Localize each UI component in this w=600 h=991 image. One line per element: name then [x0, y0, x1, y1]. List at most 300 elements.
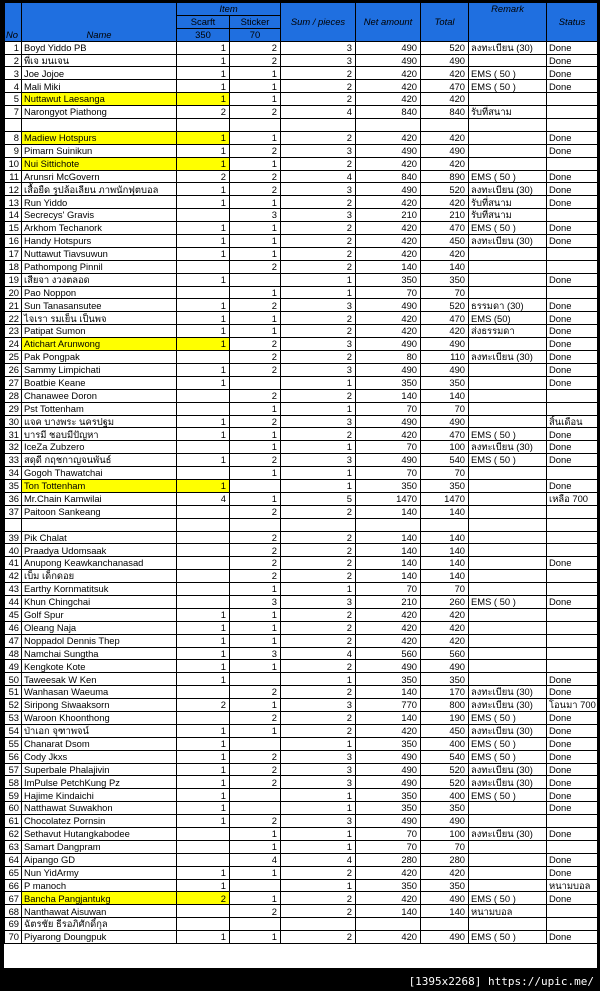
net-amount: 70	[356, 441, 421, 454]
status	[547, 621, 597, 634]
total-amount: 140	[421, 905, 469, 918]
row-number: 65	[5, 866, 22, 879]
scarft-qty: 1	[177, 131, 230, 144]
sum-pieces: 4	[281, 170, 356, 183]
table-row	[5, 157, 598, 170]
row-number: 13	[5, 196, 22, 209]
table-row	[5, 183, 598, 196]
sum-pieces: 3	[281, 144, 356, 157]
scarft-qty: 2	[177, 170, 230, 183]
sticker-qty: 1	[230, 931, 281, 944]
sum-pieces: 2	[281, 235, 356, 248]
net-amount: 420	[356, 235, 421, 248]
table-row	[5, 80, 598, 93]
scarft-qty: 1	[177, 621, 230, 634]
net-amount: 350	[356, 479, 421, 492]
scarft-qty	[177, 402, 230, 415]
customer-name: Khun Chingchai	[22, 595, 177, 608]
status: Done	[547, 144, 597, 157]
scarft-qty	[177, 260, 230, 273]
remark	[469, 840, 547, 853]
status: Done	[547, 80, 597, 93]
customer-name: ไจเรา รมเย็น เป็นพจ	[22, 312, 177, 325]
customer-name: Sammy Limpichati	[22, 363, 177, 376]
table-body	[5, 41, 598, 943]
table-row	[5, 544, 598, 557]
total-amount: 420	[421, 196, 469, 209]
sticker-qty	[230, 737, 281, 750]
row-number	[5, 119, 22, 132]
table-row	[5, 338, 598, 351]
sticker-qty: 1	[230, 866, 281, 879]
row-number: 39	[5, 531, 22, 544]
table-row	[5, 815, 598, 828]
table-row	[5, 454, 598, 467]
remark: EMS ( 50 )	[469, 428, 547, 441]
customer-name: Joe Jojoe	[22, 67, 177, 80]
scarft-qty: 1	[177, 247, 230, 260]
status	[547, 119, 597, 132]
total-amount: 350	[421, 376, 469, 389]
sticker-qty: 2	[230, 686, 281, 699]
scarft-qty	[177, 853, 230, 866]
row-number: 49	[5, 660, 22, 673]
scarft-qty	[177, 595, 230, 608]
total-amount: 470	[421, 312, 469, 325]
status: Done	[547, 183, 597, 196]
customer-name: Madiew Hotspurs	[22, 131, 177, 144]
sum-pieces: 1	[281, 467, 356, 480]
net-amount: 420	[356, 608, 421, 621]
total-amount: 350	[421, 273, 469, 286]
sum-pieces: 2	[281, 131, 356, 144]
total-amount: 140	[421, 389, 469, 402]
sticker-qty: 2	[230, 144, 281, 157]
table-row	[5, 286, 598, 299]
net-amount: 420	[356, 724, 421, 737]
scarft-qty: 1	[177, 634, 230, 647]
net-amount	[356, 518, 421, 531]
net-amount: 420	[356, 866, 421, 879]
sum-pieces: 3	[281, 699, 356, 712]
sticker-qty: 2	[230, 750, 281, 763]
table-row	[5, 67, 598, 80]
table-row	[5, 351, 598, 364]
scarft-qty	[177, 441, 230, 454]
status: Done	[547, 802, 597, 815]
sticker-qty: 1	[230, 621, 281, 634]
col-net-header: Net amount	[356, 3, 421, 42]
scarft-qty: 1	[177, 608, 230, 621]
table-row	[5, 583, 598, 596]
customer-name: P manoch	[22, 879, 177, 892]
customer-name: Nanthawat Aisuwan	[22, 905, 177, 918]
sticker-qty: 2	[230, 415, 281, 428]
remark	[469, 544, 547, 557]
table-row	[5, 660, 598, 673]
sum-pieces: 2	[281, 905, 356, 918]
sticker-qty: 2	[230, 170, 281, 183]
table-row	[5, 41, 598, 54]
total-amount: 140	[421, 557, 469, 570]
total-amount: 190	[421, 711, 469, 724]
table-row	[5, 247, 598, 260]
sticker-qty	[230, 802, 281, 815]
scarft-qty: 1	[177, 815, 230, 828]
sticker-qty: 1	[230, 247, 281, 260]
total-amount: 110	[421, 351, 469, 364]
total-amount: 420	[421, 157, 469, 170]
status: Done	[547, 595, 597, 608]
sticker-qty: 2	[230, 299, 281, 312]
scarft-qty: 1	[177, 338, 230, 351]
sum-pieces: 1	[281, 828, 356, 841]
row-number: 24	[5, 338, 22, 351]
total-amount: 350	[421, 879, 469, 892]
net-amount: 420	[356, 247, 421, 260]
total-amount: 490	[421, 338, 469, 351]
sticker-qty: 2	[230, 815, 281, 828]
customer-name: ฉัตรชัย ธีรอภิศักดิ์กุล	[22, 918, 177, 931]
status: Done	[547, 41, 597, 54]
table-row	[5, 299, 598, 312]
row-number: 52	[5, 699, 22, 712]
table-row	[5, 222, 598, 235]
total-amount: 350	[421, 802, 469, 815]
table-row	[5, 557, 598, 570]
sticker-price: 70	[230, 28, 281, 41]
scarft-qty: 1	[177, 235, 230, 248]
status: Done	[547, 776, 597, 789]
net-amount: 140	[356, 389, 421, 402]
table-row	[5, 711, 598, 724]
scarft-qty	[177, 467, 230, 480]
sticker-qty: 1	[230, 80, 281, 93]
sum-pieces: 1	[281, 273, 356, 286]
scarft-qty: 1	[177, 196, 230, 209]
status: Done	[547, 673, 597, 686]
total-amount: 420	[421, 608, 469, 621]
table-row	[5, 170, 598, 183]
customer-name: Pik Chalat	[22, 531, 177, 544]
status	[547, 402, 597, 415]
net-amount: 420	[356, 325, 421, 338]
status: หนามบอล	[547, 879, 597, 892]
customer-name: Gogoh Thawatchai	[22, 467, 177, 480]
sum-pieces: 4	[281, 106, 356, 119]
sticker-qty: 1	[230, 583, 281, 596]
scarft-qty: 1	[177, 41, 230, 54]
scarft-qty	[177, 518, 230, 531]
scarft-qty	[177, 389, 230, 402]
customer-name: Arkhom Techanork	[22, 222, 177, 235]
total-amount: 140	[421, 531, 469, 544]
table-row	[5, 479, 598, 492]
row-number: 62	[5, 828, 22, 841]
sum-pieces	[281, 119, 356, 132]
row-number: 1	[5, 41, 22, 54]
customer-name: สดุดี กฤชกาญจนพันธ์	[22, 454, 177, 467]
remark	[469, 467, 547, 480]
table-row	[5, 235, 598, 248]
total-amount	[421, 918, 469, 931]
status: Done	[547, 789, 597, 802]
customer-name: Boyd Yiddo PB	[22, 41, 177, 54]
total-amount	[421, 518, 469, 531]
net-amount: 280	[356, 853, 421, 866]
sticker-qty: 2	[230, 389, 281, 402]
row-number: 43	[5, 583, 22, 596]
table-row	[5, 608, 598, 621]
row-number: 41	[5, 557, 22, 570]
row-number: 67	[5, 892, 22, 905]
scarft-qty: 1	[177, 157, 230, 170]
sticker-qty: 2	[230, 454, 281, 467]
total-amount: 140	[421, 544, 469, 557]
table-row	[5, 505, 598, 518]
image-host-caption: [1395x2268] https://upic.me/	[408, 975, 594, 988]
sum-pieces: 2	[281, 892, 356, 905]
remark	[469, 866, 547, 879]
remark	[469, 802, 547, 815]
total-amount: 70	[421, 467, 469, 480]
net-amount: 840	[356, 170, 421, 183]
total-amount: 470	[421, 222, 469, 235]
customer-name: IceZa Zubzero	[22, 441, 177, 454]
sum-pieces: 1	[281, 673, 356, 686]
sum-pieces: 1	[281, 402, 356, 415]
net-amount: 420	[356, 621, 421, 634]
customer-name: Run Yiddo	[22, 196, 177, 209]
sticker-qty: 1	[230, 222, 281, 235]
scarft-qty: 1	[177, 737, 230, 750]
remark	[469, 144, 547, 157]
table-row	[5, 892, 598, 905]
total-amount: 890	[421, 170, 469, 183]
table-row	[5, 325, 598, 338]
net-amount: 490	[356, 776, 421, 789]
net-amount: 840	[356, 106, 421, 119]
sum-pieces: 1	[281, 879, 356, 892]
scarft-qty	[177, 686, 230, 699]
total-amount: 420	[421, 325, 469, 338]
remark: EMS ( 50 )	[469, 170, 547, 183]
status: Done	[547, 750, 597, 763]
status: Done	[547, 338, 597, 351]
scarft-qty: 1	[177, 428, 230, 441]
scarft-qty	[177, 286, 230, 299]
sum-pieces: 2	[281, 544, 356, 557]
col-name-header: Name	[22, 3, 177, 42]
table-row	[5, 802, 598, 815]
net-amount: 420	[356, 634, 421, 647]
remark: EMS ( 50 )	[469, 67, 547, 80]
remark: EMS ( 50 )	[469, 80, 547, 93]
row-number: 59	[5, 789, 22, 802]
customer-name: Paitoon Sankeang	[22, 505, 177, 518]
status	[547, 544, 597, 557]
sum-pieces	[281, 518, 356, 531]
total-amount: 800	[421, 699, 469, 712]
sum-pieces: 3	[281, 54, 356, 67]
customer-name: Sun Tanasansutee	[22, 299, 177, 312]
status	[547, 840, 597, 853]
row-number: 9	[5, 144, 22, 157]
table-row	[5, 570, 598, 583]
total-amount: 420	[421, 131, 469, 144]
customer-name: Pimarn Suinikun	[22, 144, 177, 157]
customer-name: เสียจา งวงตลอด	[22, 273, 177, 286]
row-number: 10	[5, 157, 22, 170]
table-row	[5, 93, 598, 106]
customer-name: Samart Dangpram	[22, 840, 177, 853]
scarft-qty	[177, 209, 230, 222]
customer-name: Mr.Chain Kamwilai	[22, 492, 177, 505]
sum-pieces: 2	[281, 931, 356, 944]
net-amount: 70	[356, 402, 421, 415]
customer-name	[22, 518, 177, 531]
remark	[469, 879, 547, 892]
scarft-qty: 1	[177, 80, 230, 93]
sum-pieces: 2	[281, 660, 356, 673]
scarft-qty: 1	[177, 54, 230, 67]
sticker-qty: 1	[230, 608, 281, 621]
sum-pieces: 2	[281, 557, 356, 570]
table-row	[5, 647, 598, 660]
sum-pieces: 3	[281, 454, 356, 467]
remark: ลงทะเบียน (30)	[469, 828, 547, 841]
row-number: 3	[5, 67, 22, 80]
remark	[469, 363, 547, 376]
row-number: 68	[5, 905, 22, 918]
remark: ลงทะเบียน (30)	[469, 41, 547, 54]
sticker-qty: 1	[230, 93, 281, 106]
row-number: 66	[5, 879, 22, 892]
status: Done	[547, 441, 597, 454]
sum-pieces: 2	[281, 157, 356, 170]
sticker-qty: 1	[230, 660, 281, 673]
scarft-qty: 2	[177, 892, 230, 905]
scarft-qty: 1	[177, 415, 230, 428]
status	[547, 660, 597, 673]
net-amount: 140	[356, 260, 421, 273]
sum-pieces: 1	[281, 737, 356, 750]
status: Done	[547, 273, 597, 286]
remark: รับที่สนาม	[469, 106, 547, 119]
status	[547, 608, 597, 621]
sticker-qty	[230, 376, 281, 389]
scarft-qty: 1	[177, 312, 230, 325]
status	[547, 815, 597, 828]
sticker-qty: 2	[230, 531, 281, 544]
total-amount: 420	[421, 866, 469, 879]
customer-name: ImPulse PetchKung Pz	[22, 776, 177, 789]
table-row	[5, 737, 598, 750]
net-amount	[356, 918, 421, 931]
table-row	[5, 389, 598, 402]
sticker-qty: 1	[230, 67, 281, 80]
sticker-qty: 1	[230, 402, 281, 415]
sum-pieces: 3	[281, 183, 356, 196]
net-amount: 490	[356, 750, 421, 763]
sticker-qty: 1	[230, 467, 281, 480]
remark	[469, 402, 547, 415]
total-amount: 520	[421, 299, 469, 312]
row-number: 40	[5, 544, 22, 557]
remark: หนามบอล	[469, 905, 547, 918]
total-amount: 70	[421, 402, 469, 415]
sum-pieces: 2	[281, 196, 356, 209]
customer-name: Patipat Sumon	[22, 325, 177, 338]
row-number: 7	[5, 106, 22, 119]
scarft-qty: 1	[177, 273, 230, 286]
sum-pieces: 2	[281, 222, 356, 235]
scarft-qty: 1	[177, 763, 230, 776]
table-row	[5, 531, 598, 544]
total-amount: 490	[421, 415, 469, 428]
sum-pieces: 2	[281, 866, 356, 879]
row-number: 22	[5, 312, 22, 325]
net-amount: 560	[356, 647, 421, 660]
table-row	[5, 621, 598, 634]
remark	[469, 415, 547, 428]
row-number: 25	[5, 351, 22, 364]
customer-name: Kengkote Kote	[22, 660, 177, 673]
table-row	[5, 853, 598, 866]
net-amount: 140	[356, 505, 421, 518]
row-number: 5	[5, 93, 22, 106]
col-status-header: Status	[547, 3, 597, 42]
scarft-qty: 1	[177, 724, 230, 737]
total-amount	[421, 119, 469, 132]
net-amount: 420	[356, 93, 421, 106]
sum-pieces: 2	[281, 325, 356, 338]
remark	[469, 853, 547, 866]
scarft-qty: 1	[177, 144, 230, 157]
row-number: 31	[5, 428, 22, 441]
customer-name: เสื้อยืด รูปล้อเลียน ภาพนักฟุตบอล	[22, 183, 177, 196]
sum-pieces: 3	[281, 363, 356, 376]
sum-pieces: 2	[281, 67, 356, 80]
row-number: 2	[5, 54, 22, 67]
row-number: 60	[5, 802, 22, 815]
sum-pieces: 2	[281, 711, 356, 724]
status: Done	[547, 686, 597, 699]
sum-pieces: 1	[281, 583, 356, 596]
table-row	[5, 312, 598, 325]
status: Done	[547, 325, 597, 338]
sum-pieces: 3	[281, 415, 356, 428]
status: Done	[547, 196, 597, 209]
net-amount: 420	[356, 157, 421, 170]
remark	[469, 157, 547, 170]
net-amount: 140	[356, 531, 421, 544]
scarft-qty	[177, 351, 230, 364]
net-amount: 420	[356, 428, 421, 441]
remark	[469, 389, 547, 402]
remark	[469, 647, 547, 660]
sticker-qty: 1	[230, 699, 281, 712]
scarft-qty: 1	[177, 673, 230, 686]
remark: ลงทะเบียน (30)	[469, 763, 547, 776]
status: Done	[547, 428, 597, 441]
remark	[469, 557, 547, 570]
net-amount: 420	[356, 67, 421, 80]
total-amount: 170	[421, 686, 469, 699]
sum-pieces: 3	[281, 595, 356, 608]
spreadsheet	[4, 2, 597, 968]
scarft-qty: 1	[177, 647, 230, 660]
